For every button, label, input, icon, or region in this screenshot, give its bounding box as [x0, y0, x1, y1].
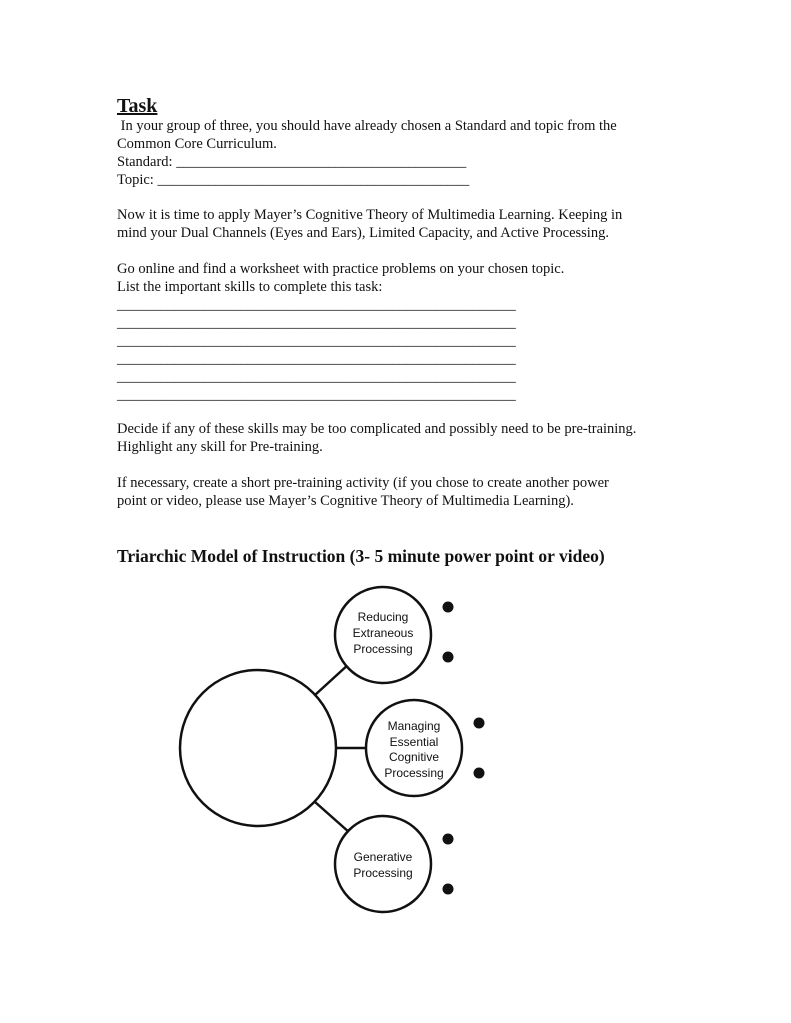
- managing-label: Managing: [387, 719, 441, 733]
- reducing-label: Processing: [353, 642, 413, 656]
- skill-blank-line: _______________________________________________________: [117, 315, 516, 331]
- reducing-label: Reducing: [357, 610, 409, 624]
- bullet-dot: [443, 652, 454, 663]
- intro-line-2: Common Core Curriculum.: [117, 136, 277, 152]
- generative-node: [335, 816, 431, 912]
- connector-line: [315, 802, 350, 833]
- bullet-dot: [443, 602, 454, 613]
- online-line-2: List the important skills to complete this task:: [117, 279, 383, 295]
- mayer-line-2: mind your Dual Channels (Eyes and Ears), Limited Capacity, and Active Processing.: [117, 225, 609, 241]
- bullet-dot: [443, 834, 454, 845]
- task-heading: Task: [117, 95, 158, 117]
- skill-blank-line: _______________________________________________________: [117, 297, 516, 313]
- necessary-line-2: point or video, please use Mayer’s Cognitive Theory of Multimedia Learning).: [117, 493, 574, 509]
- skill-blank-line: _______________________________________________________: [117, 387, 516, 403]
- standard-field: Standard: ________________________________________: [117, 154, 467, 170]
- main-circle: [180, 670, 336, 826]
- skill-blank-line: _______________________________________________________: [117, 369, 516, 385]
- bullet-dot: [443, 884, 454, 895]
- necessary-line-1: If necessary, create a short pre-training activity (if you chose to create another power: [117, 475, 609, 491]
- managing-label: Essential: [389, 735, 439, 749]
- online-line-1: Go online and find a worksheet with practice problems on your chosen topic.: [117, 261, 565, 277]
- skill-blank-line: _______________________________________________________: [117, 351, 516, 367]
- topic-field: Topic: ___________________________________________: [117, 172, 470, 188]
- bullet-dot: [474, 718, 485, 729]
- reducing-label: Extraneous: [352, 626, 414, 640]
- generative-label: Processing: [353, 866, 413, 880]
- triarchic-title: Triarchic Model of Instruction (3- 5 minute power point or video): [117, 546, 605, 566]
- connector-line: [315, 663, 350, 695]
- mayer-line-1: Now it is time to apply Mayer’s Cognitive Theory of Multimedia Learning. Keeping in: [117, 207, 623, 223]
- intro-line-1: In your group of three, you should have already chosen a Standard and topic from the: [117, 118, 617, 134]
- bullet-dot: [474, 768, 485, 779]
- decide-line-1: Decide if any of these skills may be too complicated and possibly need to be pre-training.: [117, 421, 637, 437]
- decide-line-2: Highlight any skill for Pre-training.: [117, 439, 323, 455]
- skill-blank-line: _______________________________________________________: [117, 333, 516, 349]
- managing-label: Cognitive: [388, 750, 440, 764]
- generative-label: Generative: [353, 850, 413, 864]
- managing-label: Processing: [384, 766, 444, 780]
